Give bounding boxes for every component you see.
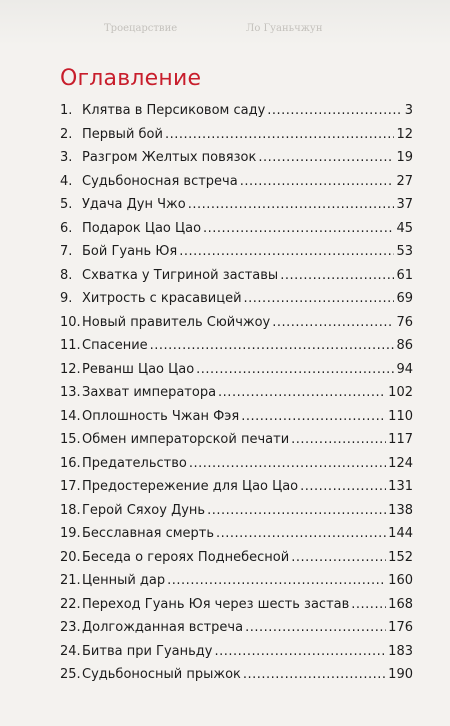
- toc-entry-number: 20.: [60, 549, 81, 565]
- toc-entry-page-number: 3: [404, 103, 413, 118]
- toc-dot-leader: [244, 291, 395, 306]
- toc-dot-leader: [267, 103, 402, 118]
- toc-entry-page-number: 183: [388, 643, 413, 659]
- toc-entry[interactable]: [60, 174, 413, 198]
- toc-entry[interactable]: [60, 409, 413, 433]
- toc-entry-number: 21.: [60, 573, 81, 588]
- toc-entry-number: 24.: [60, 643, 81, 659]
- toc-entry-title: Предостережение для Цао Цао: [82, 479, 299, 494]
- toc-entry-page-number: 12: [396, 126, 413, 142]
- toc-entry-title: Удача Дун Чжо: [82, 197, 186, 212]
- toc-dot-leader: [196, 362, 394, 377]
- toc-entry[interactable]: [60, 456, 413, 480]
- toc-entry[interactable]: [60, 362, 413, 386]
- toc-entry[interactable]: [60, 221, 413, 245]
- toc-entry-number: 6.: [60, 220, 73, 236]
- toc-entry-title: Захват императора: [82, 385, 217, 400]
- toc-entry-title: Клятва в Персиковом саду: [82, 103, 266, 118]
- toc-entry[interactable]: [60, 127, 413, 151]
- toc-entry[interactable]: [60, 573, 413, 597]
- toc-entry[interactable]: [60, 550, 413, 574]
- toc-dot-leader: [214, 644, 386, 659]
- toc-entry-page-number: 69: [396, 291, 413, 306]
- toc-entry-title: Разгром Желтых повязок: [82, 150, 257, 165]
- toc-entry-page-number: 102: [388, 385, 413, 400]
- toc-entry[interactable]: [60, 526, 413, 550]
- toc-dot-leader: [245, 620, 386, 635]
- bleed-header-right: Ло Гуаньчжун: [246, 23, 323, 34]
- toc-entry-number: 10.: [60, 314, 81, 330]
- toc-entry-title: Реванш Цао Цао: [82, 361, 195, 377]
- toc-entry-title: Первый бой: [82, 126, 163, 142]
- toc-dot-leader: [291, 432, 386, 447]
- toc-dot-leader: [280, 268, 394, 283]
- toc-entry-title: Бесславная смерть: [82, 526, 215, 541]
- toc-entry-page-number: 110: [388, 408, 413, 424]
- toc-entry-number: 8.: [60, 267, 73, 283]
- toc-entry-page-number: 86: [396, 338, 413, 353]
- toc-dot-leader: [241, 409, 386, 424]
- toc-entry-number: 17.: [60, 479, 81, 494]
- toc-entry-page-number: 138: [388, 502, 413, 518]
- toc-dot-leader: [243, 667, 386, 682]
- toc-dot-leader: [203, 221, 394, 236]
- toc-entry-number: 5.: [60, 197, 73, 212]
- toc-entry-number: 13.: [60, 385, 81, 400]
- toc-entry-page-number: 94: [396, 361, 413, 377]
- toc-entry-page-number: 152: [388, 549, 413, 565]
- toc-entry-number: 19.: [60, 526, 81, 541]
- toc-entry-title: Битва при Гуаньду: [82, 643, 213, 659]
- toc-entry-number: 22.: [60, 596, 81, 612]
- toc-entry-page-number: 124: [388, 455, 413, 471]
- toc-entry[interactable]: [60, 479, 413, 503]
- toc-entry[interactable]: [60, 385, 413, 409]
- toc-entry-page-number: 144: [388, 526, 413, 541]
- toc-entry-page-number: 190: [388, 667, 413, 682]
- toc-entry-page-number: 61: [396, 267, 413, 283]
- bleed-header-left: Троецарствие: [104, 23, 178, 34]
- toc-entry-number: 16.: [60, 455, 81, 471]
- toc-dot-leader: [189, 456, 386, 471]
- page-title: Оглавление: [60, 66, 202, 91]
- toc-dot-leader: [291, 550, 386, 565]
- toc-entry-title: Хитрость с красавицей: [82, 291, 242, 306]
- toc-dot-leader: [216, 526, 386, 541]
- toc-entry-page-number: 53: [396, 244, 413, 259]
- toc-entry-number: 1.: [60, 103, 73, 118]
- toc-entry-title: Судьбоносный прыжок: [82, 667, 241, 682]
- toc-entry-page-number: 176: [388, 620, 413, 635]
- toc-entry-number: 23.: [60, 620, 81, 635]
- toc-entry[interactable]: [60, 644, 413, 668]
- toc-entry-title: Предательство: [82, 455, 187, 471]
- toc-dot-leader: [207, 503, 386, 518]
- toc-entry-page-number: 117: [388, 432, 413, 447]
- toc-entry-title: Спасение: [82, 338, 148, 353]
- toc-entry-title: Оплошность Чжан Фэя: [82, 408, 240, 424]
- toc-entry-page-number: 131: [388, 479, 413, 494]
- toc-entry-number: 14.: [60, 408, 81, 424]
- toc-entry-title: Бой Гуань Юя: [82, 244, 178, 259]
- toc-dot-leader: [150, 338, 395, 353]
- toc-entry-number: 12.: [60, 361, 81, 377]
- toc-entry-page-number: 19: [396, 150, 413, 165]
- toc-entry[interactable]: [60, 597, 413, 621]
- toc-entry-page-number: 160: [388, 573, 413, 588]
- previous-page-bleed: [0, 0, 450, 46]
- toc-entry-number: 15.: [60, 432, 81, 447]
- toc-entry-number: 11.: [60, 338, 81, 353]
- toc-entry-title: Схватка у Тигриной заставы: [82, 267, 279, 283]
- toc-dot-leader: [179, 244, 394, 259]
- toc-entry-number: 4.: [60, 173, 73, 189]
- toc-entry[interactable]: [60, 338, 413, 362]
- toc-entry-page-number: 37: [396, 197, 413, 212]
- toc-entry[interactable]: [60, 268, 413, 292]
- toc-entry-title: Герой Сяхоу Дунь: [82, 502, 206, 518]
- toc-dot-leader: [167, 573, 386, 588]
- toc-entry-title: Ценный дар: [82, 573, 166, 588]
- toc-entry[interactable]: [60, 244, 413, 268]
- toc-entry-title: Долгожданная встреча: [82, 620, 244, 635]
- toc-entry-title: Обмен императорской печати: [82, 432, 290, 447]
- toc-entry-title: Судьбоносная встреча: [82, 173, 238, 189]
- toc-entry-number: 7.: [60, 244, 73, 259]
- toc-entry-number: 3.: [60, 150, 73, 165]
- toc-entry[interactable]: [60, 197, 413, 221]
- toc-entry[interactable]: [60, 667, 413, 691]
- toc-entry[interactable]: [60, 315, 413, 339]
- toc-entry-number: 25.: [60, 667, 81, 682]
- toc-entry-page-number: 27: [396, 173, 413, 189]
- toc-entry-page-number: 45: [396, 220, 413, 236]
- toc-entry-number: 2.: [60, 126, 73, 142]
- toc-entry[interactable]: [60, 503, 413, 527]
- table-of-contents: [60, 103, 413, 691]
- toc-entry-title: Новый правитель Сюйчжоу: [82, 314, 271, 330]
- toc-dot-leader: [240, 174, 395, 189]
- toc-dot-leader: [188, 197, 395, 212]
- toc-entry[interactable]: [60, 103, 413, 127]
- toc-dot-leader: [258, 150, 394, 165]
- toc-entry-title: Подарок Цао Цао: [82, 220, 202, 236]
- toc-dot-leader: [165, 127, 395, 142]
- toc-dot-leader: [351, 597, 386, 612]
- toc-dot-leader: [300, 479, 386, 494]
- toc-entry[interactable]: [60, 291, 413, 315]
- toc-entry-number: 18.: [60, 502, 81, 518]
- toc-dot-leader: [218, 385, 386, 400]
- toc-dot-leader: [272, 315, 394, 330]
- toc-entry-number: 9.: [60, 291, 73, 306]
- toc-entry-page-number: 168: [388, 596, 413, 612]
- toc-entry[interactable]: [60, 620, 413, 644]
- toc-entry-page-number: 76: [396, 314, 413, 330]
- toc-entry-title: Переход Гуань Юя через шесть застав: [82, 596, 350, 612]
- toc-entry[interactable]: [60, 432, 413, 456]
- toc-entry-title: Беседа о героях Поднебесной: [82, 549, 290, 565]
- toc-entry[interactable]: [60, 150, 413, 174]
